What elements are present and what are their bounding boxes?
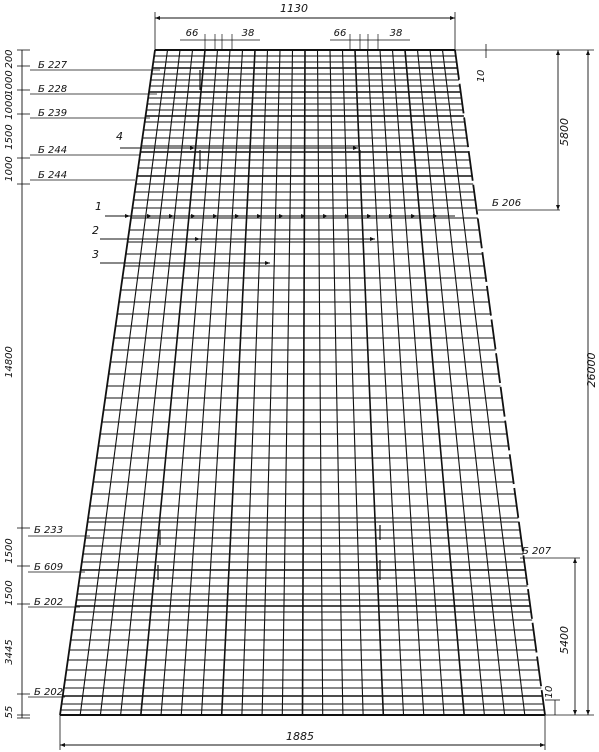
callout-3-arrow [265,261,270,265]
left-dim-1500: 1500 [4,124,15,150]
rebar-grid [60,50,545,715]
left-dim-1000-a: 1000 [4,70,15,96]
left-dim-1000-c: 1000 [4,156,15,182]
vertical-bar [222,50,255,715]
left-dim-1500-b: 1500 [4,538,15,564]
callout-1-arrow [169,214,174,218]
upper-right-arrow-top [556,50,560,55]
top-spacing-66-left: 66 [185,28,199,39]
callout-4-arrow-b [353,146,358,150]
bottom-width-arrow-left [60,743,65,747]
top-spacing-66-right: 66 [333,28,347,39]
total-height-arrow-top [586,50,590,55]
upper-right-dim: 5800 [558,118,571,146]
bottom-width-arrow-right [540,743,545,747]
bar-label-b244-b: Б 244 [38,170,68,181]
left-dim-3445: 3445 [4,639,15,665]
left-dim-200: 200 [4,49,15,69]
upper-right-arrow-bottom [556,205,560,210]
top-spacing-38-right: 38 [389,28,403,39]
callout-1: 1 [95,200,102,213]
vertical-bar [303,50,306,715]
callout-2: 2 [92,224,99,237]
bar-label-b244-a: Б 244 [38,145,68,156]
callout-1-arrow [367,214,372,218]
callout-3: 3 [92,248,99,261]
vertical-bar [80,50,167,715]
vertical-bar [330,50,343,715]
vertical-bar [121,50,193,715]
callout-1-arrow [235,214,240,218]
vertical-bar [355,50,383,715]
callout-1-arrow [147,214,152,218]
vertical-bar [141,50,205,715]
top-width-arrow-right [450,16,455,20]
left-dim-1500-c: 1500 [4,580,15,606]
bottom-width-dim: 1885 [286,730,314,743]
vertical-bar [393,50,444,715]
lower-right-dim: 5400 [558,626,571,654]
callout-1-arrow [323,214,328,218]
bar-label-b206: Б 206 [492,198,522,209]
left-dim-1000-b: 1000 [4,94,15,120]
callout-1-arrow [125,214,130,218]
vertical-bar [181,50,230,715]
bar-label-b239: Б 239 [38,108,68,119]
callout-1-arrow [191,214,196,218]
callout-1-arrow [279,214,284,218]
callout-4-arrow [190,146,195,150]
total-height-arrow-bottom [586,710,590,715]
lower-right-arrow-bottom [573,710,577,715]
vertical-bar [242,50,268,715]
callout-1-arrow [433,214,438,218]
top-width-dim: 1130 [280,2,308,15]
callout-1-arrow [411,214,416,218]
bottom-offset-dim: 10 [544,685,555,699]
vertical-bar [418,50,485,715]
vertical-bar [318,50,323,715]
top-spacing-38-left: 38 [241,28,255,39]
bar-label-b228: Б 228 [38,84,68,95]
vertical-bar [282,50,292,715]
bar-label-b202-a: Б 202 [34,597,64,608]
left-dim-55: 55 [4,705,15,719]
lower-right-arrow-top [573,558,577,563]
callout-2-arrow-b [370,237,375,241]
top-width-arrow-left [155,16,160,20]
bar-label-b609: Б 609 [34,562,64,573]
vertical-bar [201,50,242,715]
callout-4: 4 [116,130,123,143]
bar-label-b233: Б 233 [34,525,64,536]
callout-1-arrow [301,214,306,218]
left-dim-14800: 14800 [4,346,15,378]
bar-label-b227: Б 227 [38,60,68,71]
callout-2-arrow [195,237,200,241]
bar-label-b207: Б 207 [522,546,552,557]
total-height-dim: 26000 [585,352,598,388]
bar-label-b202-b: Б 202 [34,687,64,698]
outline-right-edge [455,50,545,715]
vertical-bar [380,50,424,715]
vertical-bar [262,50,280,715]
vertical-bar [368,50,404,715]
top-offset-dim: 10 [476,69,487,83]
vertical-bar [430,50,505,715]
vertical-bar [161,50,217,715]
